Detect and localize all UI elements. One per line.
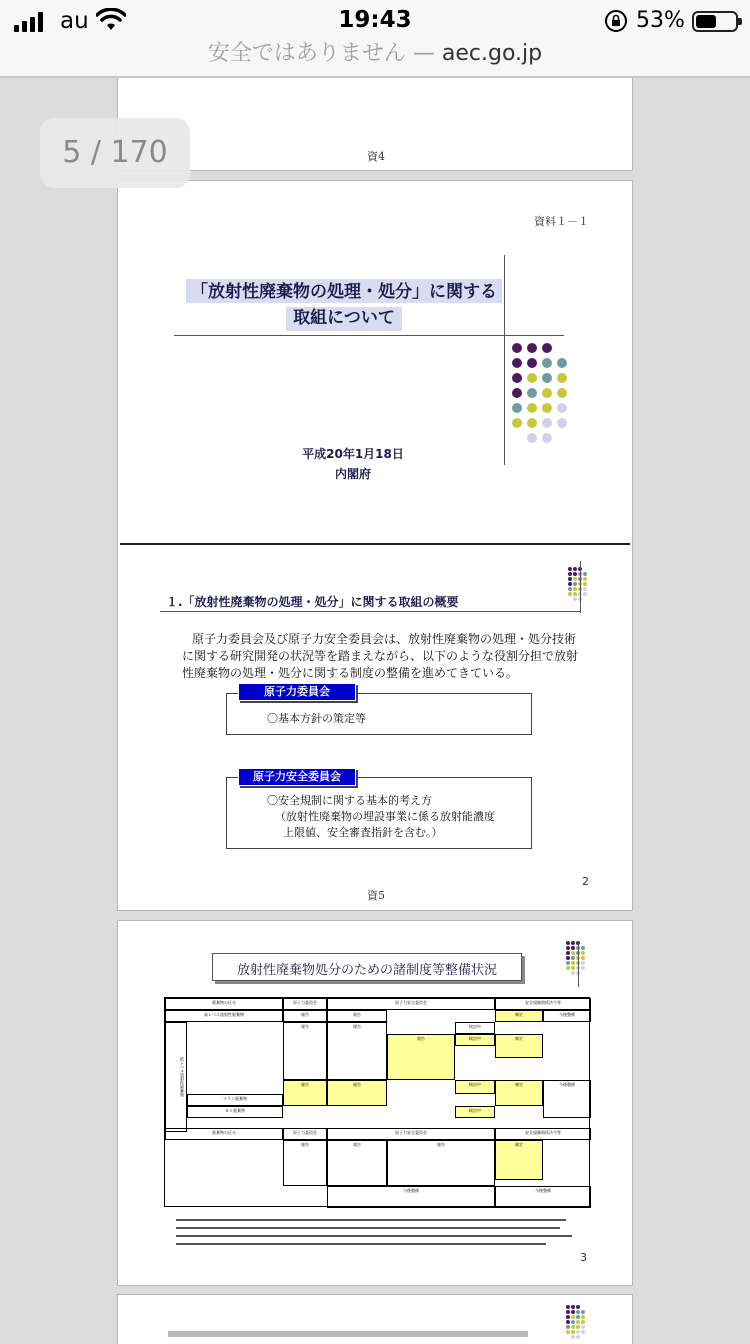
overview-heading: １.「放射性廃棄物の処理・処分」に関する取組の概要 [166, 595, 459, 609]
decorative-dot [512, 343, 522, 353]
title-vrule [504, 255, 505, 465]
title-vrule [578, 941, 579, 987]
decorative-dot [512, 373, 522, 383]
decorative-dot [527, 388, 537, 398]
decorative-dot [583, 592, 587, 596]
page-label: 資5 [367, 889, 385, 902]
decorative-dot [581, 956, 585, 960]
cell-enacted: 制定 [495, 1010, 543, 1022]
decorative-dot [557, 388, 567, 398]
decorative-dot [576, 1305, 580, 1309]
decorative-dot [583, 577, 587, 581]
decorative-dot [571, 1330, 575, 1334]
cell-report: 報告 [387, 1140, 495, 1186]
decorative-dot [557, 373, 567, 383]
regulation-status-table [164, 997, 590, 1207]
decorative-dot [566, 946, 570, 950]
cell-report: 報告 [283, 1080, 327, 1106]
orientation-lock-icon [604, 9, 628, 33]
header-nsc: 原子力安全委員会 [327, 998, 495, 1010]
decorative-dot [542, 418, 552, 428]
status-bar [0, 0, 750, 44]
nsc-role-text-1: 〇安全規制に関する基本的考え方 [267, 794, 432, 807]
decorative-dot [566, 1305, 570, 1309]
footnote-line [176, 1243, 546, 1245]
decorative-dot [566, 966, 570, 970]
decorative-dot [573, 592, 577, 596]
decorative-dot [527, 343, 537, 353]
cell-report: 報告 [327, 1140, 387, 1186]
decorative-dot [576, 1335, 580, 1339]
pdf-page-6 [117, 920, 633, 1286]
decorative-dot [583, 587, 587, 591]
clock: 19:43 [338, 7, 412, 33]
decorative-dot [573, 597, 577, 601]
decorative-dot [512, 388, 522, 398]
overview-body-line1: 原子力委員会及び原子力安全委員会は、放射性廃棄物の処理・処分技術 [192, 632, 577, 646]
decorative-dot [566, 941, 570, 945]
cell-report: 報告 [283, 1140, 327, 1186]
nsc-role-text-2: （放射性廃棄物の埋設事業に係る放射能濃度 [275, 810, 495, 823]
decorative-dot [576, 1320, 580, 1324]
cell-review: 検討中 [455, 1080, 495, 1094]
decorative-dot [542, 388, 552, 398]
decorative-dot [542, 373, 552, 383]
decorative-dot [527, 358, 537, 368]
cell-future: 今後整備 [543, 1080, 591, 1118]
decorative-dot [566, 1330, 570, 1334]
decorative-dot [573, 572, 577, 576]
decorative-dot [527, 373, 537, 383]
table-title: 放射性廃棄物処分のための諸制度等整備状況 [236, 963, 497, 978]
decorative-dot [576, 1330, 580, 1334]
cell-report: 報告 [387, 1034, 455, 1080]
decorative-dot [571, 1320, 575, 1324]
battery-cap [738, 18, 742, 25]
overview-body [182, 631, 582, 682]
cell-report: 報告 [327, 1010, 387, 1022]
next-heading-fragment [168, 1331, 528, 1337]
decorative-dot [583, 572, 587, 576]
nsc-role-text-3: 上限値、安全審査指針を含む。） [283, 826, 443, 839]
cell-review: 検討中 [455, 1022, 495, 1034]
decorative-dot [512, 418, 522, 428]
header-left: 廃棄物の区分 [165, 1128, 283, 1140]
cell-report: 報告 [327, 1080, 387, 1106]
table-footnotes [176, 1219, 576, 1251]
pdf-page-4 [117, 78, 633, 171]
footnote-line [176, 1219, 566, 1221]
decorative-dot [568, 582, 572, 586]
decorative-dot [571, 1335, 575, 1339]
decorative-dot [571, 946, 575, 950]
nsc-role-box [226, 777, 532, 849]
header-aec: 原子力委員会 [283, 1128, 327, 1140]
decorative-dot [573, 587, 577, 591]
header-nsc: 原子力安全委員会 [327, 1128, 495, 1140]
decorative-dot [573, 567, 577, 571]
header-reg: 安全規制関係法令等 [495, 1128, 591, 1140]
cell-review: 検討中 [455, 1034, 495, 1046]
pdf-page-5 [117, 180, 633, 911]
url-separator: — [405, 41, 442, 66]
url-domain: aec.go.jp [441, 41, 543, 66]
header-reg: 安全規制関係法令等 [495, 998, 591, 1010]
decorative-dot [581, 946, 585, 950]
cell-report: 報告 [283, 1010, 327, 1022]
decorative-dot [542, 433, 552, 443]
decorative-dot [566, 951, 570, 955]
decorative-dot [581, 1310, 585, 1314]
slide-title-line1: 「放射性廃棄物の処理・処分」に関する [191, 282, 497, 302]
decorative-dot [557, 358, 567, 368]
decorative-dot [581, 1330, 585, 1334]
decorative-dot [542, 403, 552, 413]
footnote-line [176, 1235, 572, 1237]
decorative-dot [583, 582, 587, 586]
decorative-dot [557, 418, 567, 428]
slide-overview [120, 547, 630, 909]
decorative-dot [527, 403, 537, 413]
battery-icon [692, 11, 738, 32]
decorative-dot [581, 1320, 585, 1324]
decorative-dot [571, 966, 575, 970]
cell-review: 検討中 [455, 1106, 495, 1118]
cell-report: 報告 [327, 1022, 387, 1080]
decorative-dot [571, 1305, 575, 1309]
cell-report: 報告 [283, 1022, 327, 1080]
decorative-dot [568, 592, 572, 596]
overview-body-line3: 性廃棄物の処理・処分に関する制度の整備を進めてきている。 [182, 666, 519, 680]
page-counter: 5 / 170 [40, 118, 190, 188]
heading-rule [160, 611, 580, 612]
row-ri: ＲＩ廃棄物 [187, 1106, 283, 1118]
decorative-dot [527, 418, 537, 428]
decorative-dot [557, 403, 567, 413]
decorative-dot [512, 358, 522, 368]
decorative-dot [571, 941, 575, 945]
cell-enacted: 制定 [495, 1034, 543, 1058]
decorative-dot [568, 567, 572, 571]
aec-tag: 原子力委員会 [238, 683, 356, 701]
battery-percent: 53% [636, 8, 685, 33]
decorative-dot [571, 961, 575, 965]
cell-future: 今後整備 [543, 1010, 591, 1022]
decorative-dot [571, 1325, 575, 1329]
decorative-dot [566, 1310, 570, 1314]
decorative-dot [571, 951, 575, 955]
carrier-name: au [60, 8, 89, 34]
decorative-dot-grid-small [566, 1305, 606, 1335]
decorative-dot [568, 587, 572, 591]
cell-enacted: 制定 [495, 1080, 543, 1106]
cell-future: 今後整備 [327, 1186, 495, 1208]
decorative-dot [581, 951, 585, 955]
decorative-dot [566, 1325, 570, 1329]
decorative-dot [571, 956, 575, 960]
decorative-dot [581, 966, 585, 970]
decorative-dot [542, 343, 552, 353]
slide-title [166, 279, 522, 331]
decorative-dot-grid-small [566, 941, 606, 971]
decorative-dot [576, 1315, 580, 1319]
title-rule [174, 335, 564, 336]
decorative-dot [512, 403, 522, 413]
doc-id: 資料１－１ [534, 215, 589, 228]
organization: 内閣府 [334, 467, 371, 481]
aec-role-text: 〇基本方針の策定等 [267, 712, 366, 725]
row-low: 低レベル放射性廃棄物 [165, 1022, 187, 1132]
battery-level-fill [696, 15, 716, 28]
decorative-dot [568, 577, 572, 581]
not-secure-warning: 安全ではありません [207, 41, 406, 66]
decorative-dot [542, 358, 552, 368]
decorative-dot [581, 961, 585, 965]
slide-number: 2 [582, 875, 589, 888]
decorative-dot [527, 433, 537, 443]
decorative-dot [566, 956, 570, 960]
decorative-dot [581, 1325, 585, 1329]
row-hlw: 高レベル放射性廃棄物 [165, 1010, 283, 1022]
decorative-dot [576, 1325, 580, 1329]
decorative-dot-grid [512, 343, 582, 453]
decorative-dot [573, 577, 577, 581]
decorative-dot [568, 572, 572, 576]
page-label: 資4 [367, 150, 385, 163]
decorative-dot [571, 1310, 575, 1314]
decorative-dot [571, 1315, 575, 1319]
decorative-dot [566, 961, 570, 965]
decorative-dot [566, 1320, 570, 1324]
cell-enacted: 制定 [495, 1140, 543, 1180]
decorative-dot [573, 582, 577, 586]
decorative-dot [566, 1315, 570, 1319]
footnote-line [176, 1227, 560, 1229]
slide-title-line2: 取組について [293, 308, 395, 328]
pdf-page-7 [117, 1294, 633, 1344]
decorative-dot-grid-small [568, 567, 608, 597]
slide-number: 3 [580, 1251, 587, 1264]
overview-body-line2: に関する研究開発の状況等を踏まえながら、以下のような役割分担で放射 [182, 649, 579, 663]
header-aec: 原子力委員会 [283, 998, 327, 1010]
slide-title-page [120, 183, 630, 545]
nsc-tag: 原子力安全委員会 [238, 768, 356, 786]
decorative-dot [576, 1310, 580, 1314]
cell-future: 今後整備 [495, 1186, 591, 1208]
row-uranium: ウラン廃棄物 [187, 1094, 283, 1106]
date: 平成20年1月18日 [302, 447, 404, 461]
address-bar[interactable] [0, 41, 750, 78]
decorative-dot [571, 971, 575, 975]
header-left: 廃棄物の区分 [165, 998, 283, 1010]
heading-vrule [580, 561, 581, 613]
decorative-dot [581, 1315, 585, 1319]
